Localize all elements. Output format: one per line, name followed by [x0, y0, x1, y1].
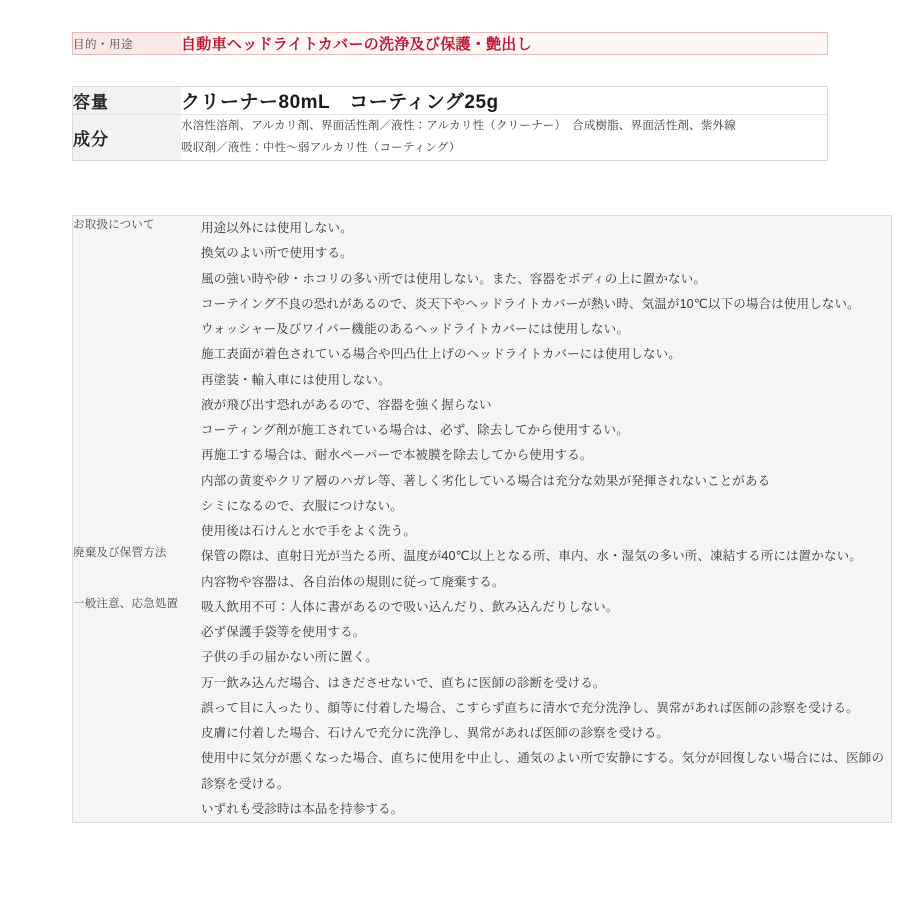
ingredients-label: 成分 — [73, 115, 182, 161]
handling-line: 再塗装・輸入車には使用しない。 — [201, 372, 391, 387]
handling-line: 用途以外には使用しない。 — [201, 221, 353, 235]
firstaid-line: 皮膚に付着した場合、石けんで充分に洗浄し、異常があれば医師の診察を受ける。 — [201, 726, 670, 740]
handling-line: 使用後は石けんと水で手をよく洗う。 — [201, 524, 417, 538]
capacity-label: 容量 — [73, 87, 182, 115]
handling-line: 風の強い時や砂・ホコリの多い所では使用しない。また、容器をボディの上に置かない。 — [201, 271, 707, 286]
disposal-row — [73, 544, 892, 595]
handling-line: 施工表面が着色されている場合や凹凸仕上げのヘッドライトカバーには使用しない。 — [201, 347, 681, 362]
handling-line: 再施工する場合は、耐水ペーパーで本被膜を除去してから使用する。 — [201, 448, 593, 463]
capacity-value: クリーナー80mL コーティング25g — [181, 87, 828, 115]
ingredients-line: 吸収剤／液性：中性〜弱アルカリ性（コーティング） — [181, 142, 461, 155]
purpose-row — [73, 33, 828, 55]
purpose-label: 目的・用途 — [73, 33, 182, 55]
notes-table — [72, 215, 892, 823]
firstaid-label: 一般注意、応急処置 — [73, 597, 179, 610]
firstaid-line: 子供の手の届かない所に置く。 — [201, 650, 378, 665]
handling-label: お取扱について — [73, 219, 155, 231]
capacity-row — [73, 87, 828, 115]
handling-line: 換気のよい所で使用する。 — [201, 246, 353, 261]
handling-line: 液が飛び出す恐れがあるので、容器を強く握らない — [201, 397, 492, 412]
handling-line: コーティング剤が施工されている場合は、必ず、除去してから使用するい。 — [201, 423, 629, 437]
disposal-label: 廃棄及び保管方法 — [73, 547, 167, 560]
firstaid-line: 万一飲み込んだ場合、はきださせないで、直ちに医師の診断を受ける。 — [201, 675, 606, 690]
handling-line: ウォッシャー及びワイパー機能のあるヘッドライトカバーには使用しない。 — [201, 322, 629, 336]
firstaid-body — [201, 595, 892, 823]
specification-table — [72, 86, 828, 161]
ingredients-value — [181, 115, 828, 161]
firstaid-line: 使用中に気分が悪くなった場合、直ちに使用を中止し、通気のよい所で安静にする。気分が回復しない場合には、医師の診察を受ける。 — [201, 751, 885, 791]
handling-row — [73, 216, 892, 545]
ingredients-row — [73, 115, 828, 161]
disposal-body — [201, 544, 892, 595]
firstaid-row — [73, 595, 892, 823]
purpose-table — [72, 32, 828, 55]
ingredients-line: 水溶性溶剤、アルカリ剤、界面活性剤／液性：アルカリ性（クリーナー） 合成樹脂、界面活性剤、紫外線 — [181, 120, 736, 132]
firstaid-line: いずれも受診時は本品を持参する。 — [201, 801, 404, 816]
handling-line: 内部の黄変やクリア層のハガレ等、著しく劣化している場合は充分な効果が発揮されないことがある — [201, 473, 771, 488]
disposal-line: 内容物や容器は、各自治体の規則に従って廃棄する。 — [201, 574, 505, 589]
disposal-line: 保管の際は、直射日光が当たる所、温度が40℃以上となる所、車内、水・湿気の多い所、凍結する所には置かない。 — [201, 549, 862, 564]
purpose-value: 自動車ヘッドライトカバーの洗浄及び保護・艶出し — [181, 33, 828, 55]
handling-body — [201, 216, 892, 545]
firstaid-line: 吸入飲用不可：人体に書があるので吸い込んだり、飲み込んだりしない。 — [201, 599, 619, 614]
firstaid-line: 必ず保護手袋等を使用する。 — [201, 625, 366, 639]
handling-line: コーテイング不良の恐れがあるので、炎天下やヘッドライトカバーが熱い時、気温が10℃以下の場合は使用しない。 — [201, 296, 860, 311]
handling-line: シミになるので、衣服につけない。 — [201, 498, 403, 513]
firstaid-line: 誤って目に入ったり、顔等に付着した場合、こすらず直ちに清水で充分洗浄し、異常があれば医師の診察を受ける。 — [201, 700, 859, 715]
